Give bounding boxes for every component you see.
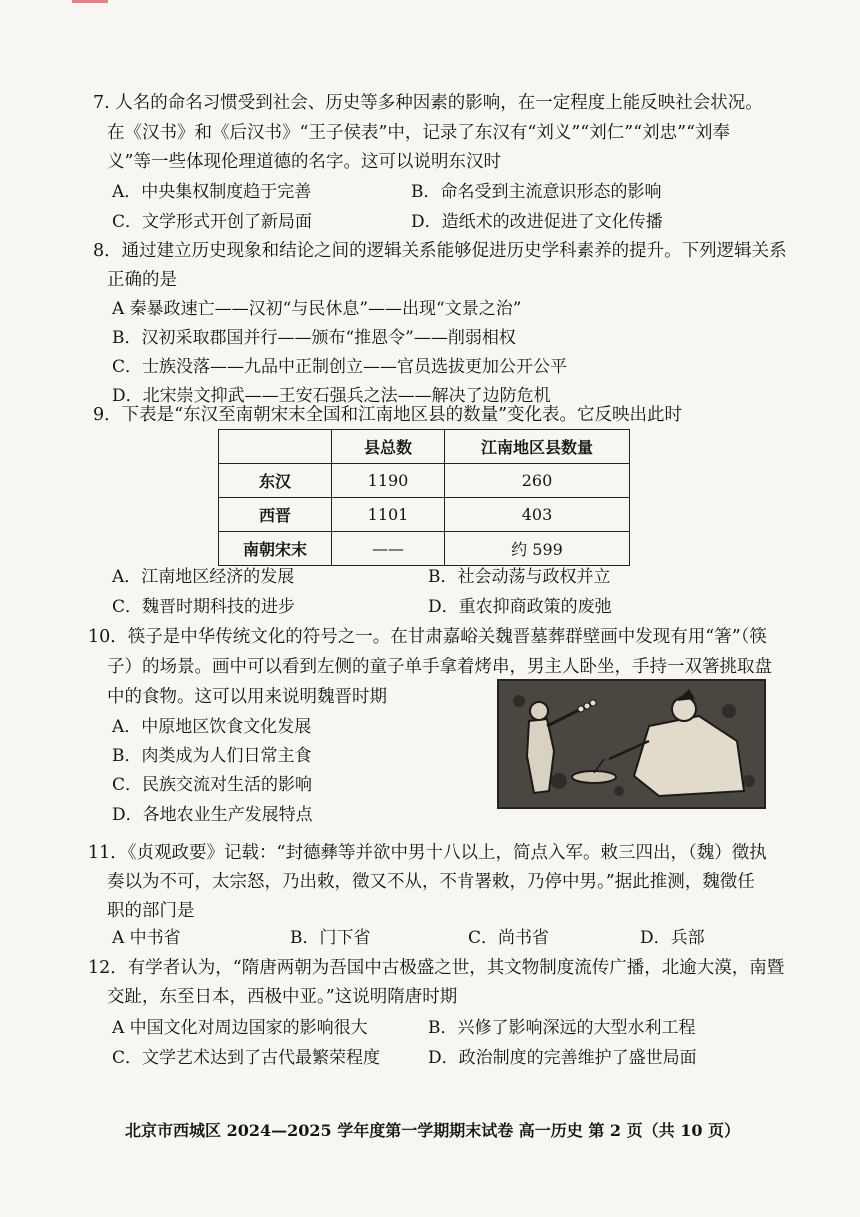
table-cell: —— xyxy=(332,532,445,566)
q11-option-d: D．兵部 xyxy=(640,928,705,948)
q10-option-a: A．中原地区饮食文化发展 xyxy=(112,717,312,737)
mural-illustration xyxy=(499,681,764,807)
table-cell: 西晋 xyxy=(219,498,332,532)
q8-line1: 8．通过建立历史现象和结论之间的逻辑关系能够促进历史学科素养的提升。下列逻辑关系 xyxy=(93,241,787,261)
table-header-cell xyxy=(219,430,332,464)
q8-option-d: D．北宋崇文抑武——王安石强兵之法——解决了边防危机 xyxy=(112,386,551,406)
q8-option-c: C．士族没落——九品中正制创立——官员选拔更加公开公平 xyxy=(112,357,568,377)
table-cell: 260 xyxy=(445,464,630,498)
q7-option-c: C．文学形式开创了新局面 xyxy=(112,212,313,232)
table-cell: 南朝宋末 xyxy=(219,532,332,566)
table-header-cell: 江南地区县数量 xyxy=(445,430,630,464)
q9-option-b: B．社会动荡与政权并立 xyxy=(428,567,611,587)
q8-line2: 正确的是 xyxy=(107,270,177,290)
q9-option-d: D．重农抑商政策的废弛 xyxy=(428,597,612,617)
table-cell: 1190 xyxy=(332,464,445,498)
q11-line1: 11．《贞观政要》记载：“封德彝等并欲中男十八以上，简点入军。敕三四出，（魏）徵执 xyxy=(88,843,767,863)
mural-image xyxy=(497,679,766,809)
q11-option-c: C．尚书省 xyxy=(468,928,550,948)
table-row xyxy=(219,464,630,498)
q12-option-d: D．政治制度的完善维护了盛世局面 xyxy=(428,1048,697,1068)
q11-line3: 职的部门是 xyxy=(107,901,195,921)
q8-option-a: A 秦暴政速亡——汉初“与民休息”——出现“文景之治” xyxy=(112,299,522,319)
q8-option-b: B．汉初采取郡国并行——颁布“推恩令”——削弱相权 xyxy=(112,328,516,348)
county-count-table xyxy=(218,429,630,566)
q7-line1: 7. 人名的命名习惯受到社会、历史等多种因素的影响，在一定程度上能反映社会状况。 xyxy=(93,93,763,113)
q10-option-b: B．肉类成为人们日常主食 xyxy=(112,746,312,766)
q9-option-a: A．江南地区经济的发展 xyxy=(112,567,295,587)
q11-option-b: B．门下省 xyxy=(290,928,371,948)
q12-line1: 12．有学者认为，“隋唐两朝为吾国中古极盛之世，其文物制度流传广播，北逾大漠，南暨 xyxy=(88,958,785,978)
q11-option-a: A 中书省 xyxy=(112,928,181,948)
q7-option-d: D．造纸术的改进促进了文化传播 xyxy=(411,212,663,232)
table-row xyxy=(219,498,630,532)
q11-line2: 奏以为不可，太宗怒，乃出敕，徵又不从，不肯署敕，乃停中男。”据此推测，魏徵任 xyxy=(107,872,755,892)
table-cell: 403 xyxy=(445,498,630,532)
q12-option-b: B．兴修了影响深远的大型水利工程 xyxy=(428,1018,696,1038)
table-row xyxy=(219,532,630,566)
page-footer: 北京市西城区 2024—2025 学年度第一学期期末试卷 高一历史 第 2 页（共 10 页） xyxy=(125,1121,741,1140)
q10-line2: 子）的场景。画中可以看到左侧的童子单手拿着烤串，男主人卧坐，手持一双箸挑取盘 xyxy=(107,657,772,677)
q7-line3: 义”等一些体现伦理道德的名字。这可以说明东汉时 xyxy=(107,152,501,172)
q9-line1: 9．下表是“东汉至南朝宋末全国和江南地区县的数量”变化表。它反映出此时 xyxy=(93,405,683,425)
q7-option-a: A．中央集权制度趋于完善 xyxy=(112,182,312,202)
q10-option-c: C．民族交流对生活的影响 xyxy=(112,775,313,795)
q12-line2: 交趾，东至日本，西极中亚。”这说明隋唐时期 xyxy=(107,987,458,1007)
q10-line1: 10．筷子是中华传统文化的符号之一。在甘肃嘉峪关魏晋墓葬群壁画中发现有用“箸”（筷 xyxy=(88,627,767,647)
table-header-row xyxy=(219,430,630,464)
q10-line3: 中的食物。这可以用来说明魏晋时期 xyxy=(107,687,387,707)
q7-line2: 在《汉书》和《后汉书》“王子侯表”中，记录了东汉有“刘义”“刘仁”“刘忠”“刘奉 xyxy=(107,123,731,143)
q10-option-d: D．各地农业生产发展特点 xyxy=(112,805,313,825)
red-mark xyxy=(72,0,108,3)
table-cell: 1101 xyxy=(332,498,445,532)
table-header-cell: 县总数 xyxy=(332,430,445,464)
q12-option-c: C．文学艺术达到了古代最繁荣程度 xyxy=(112,1048,381,1068)
table-cell: 约 599 xyxy=(445,532,630,566)
q7-option-b: B．命名受到主流意识形态的影响 xyxy=(411,182,662,202)
q12-option-a: A 中国文化对周边国家的影响很大 xyxy=(112,1018,368,1038)
table-cell: 东汉 xyxy=(219,464,332,498)
q9-option-c: C．魏晋时期科技的进步 xyxy=(112,597,296,617)
